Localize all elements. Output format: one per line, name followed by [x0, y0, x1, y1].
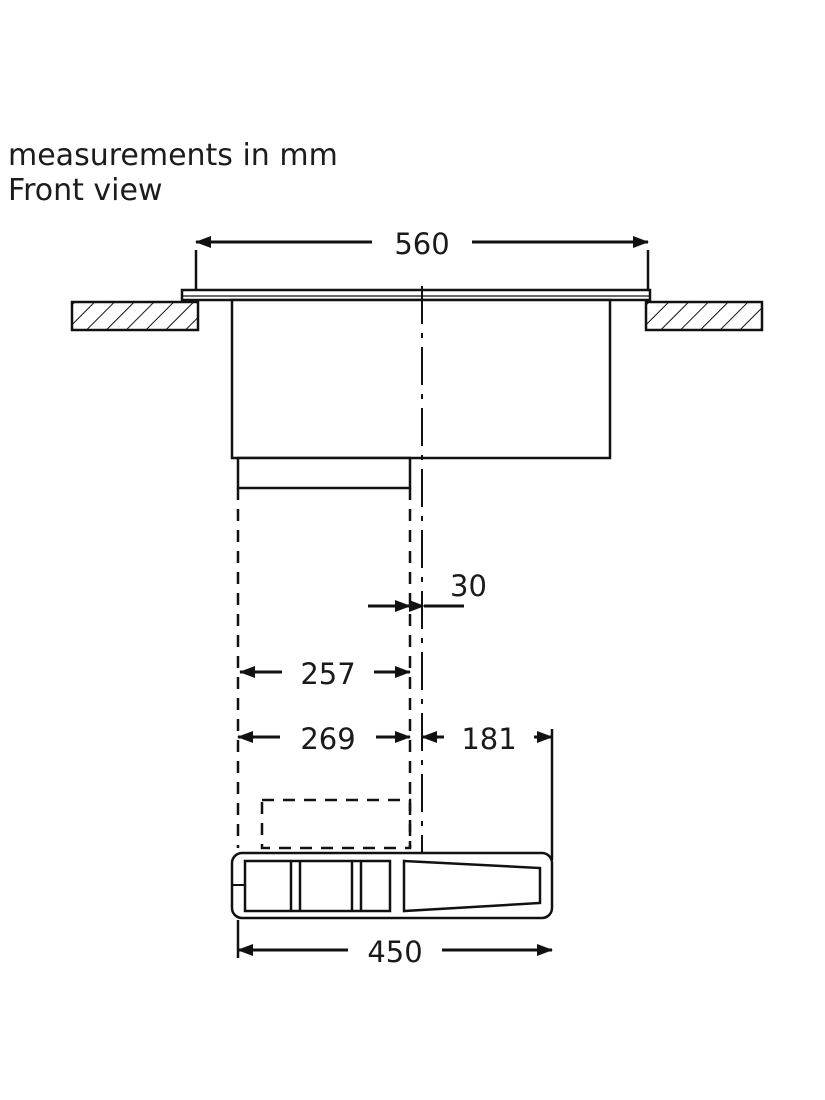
- dimension-269: [238, 717, 410, 757]
- caption-line-view: Front view: [8, 173, 163, 209]
- dimension-560: [196, 222, 648, 292]
- duct-housing: [238, 458, 410, 488]
- dimension-257: [240, 652, 410, 692]
- dimension-30-label: 30: [450, 569, 487, 603]
- worktop-right: [646, 302, 762, 330]
- motor-unit: [232, 853, 552, 918]
- dimension-560-label: 560: [394, 227, 450, 261]
- cooktop-plate: [182, 290, 650, 300]
- dimension-30: [368, 569, 487, 606]
- dimension-181-label: 181: [461, 722, 517, 756]
- dimension-450-label: 450: [367, 935, 423, 969]
- dimension-269-label: 269: [300, 722, 356, 756]
- caption-line-units: measurements in mm: [8, 138, 338, 173]
- worktop-left: [72, 302, 198, 330]
- dimension-450: [238, 920, 552, 970]
- dimension-181: [422, 717, 552, 860]
- dimension-257-label: 257: [300, 657, 356, 691]
